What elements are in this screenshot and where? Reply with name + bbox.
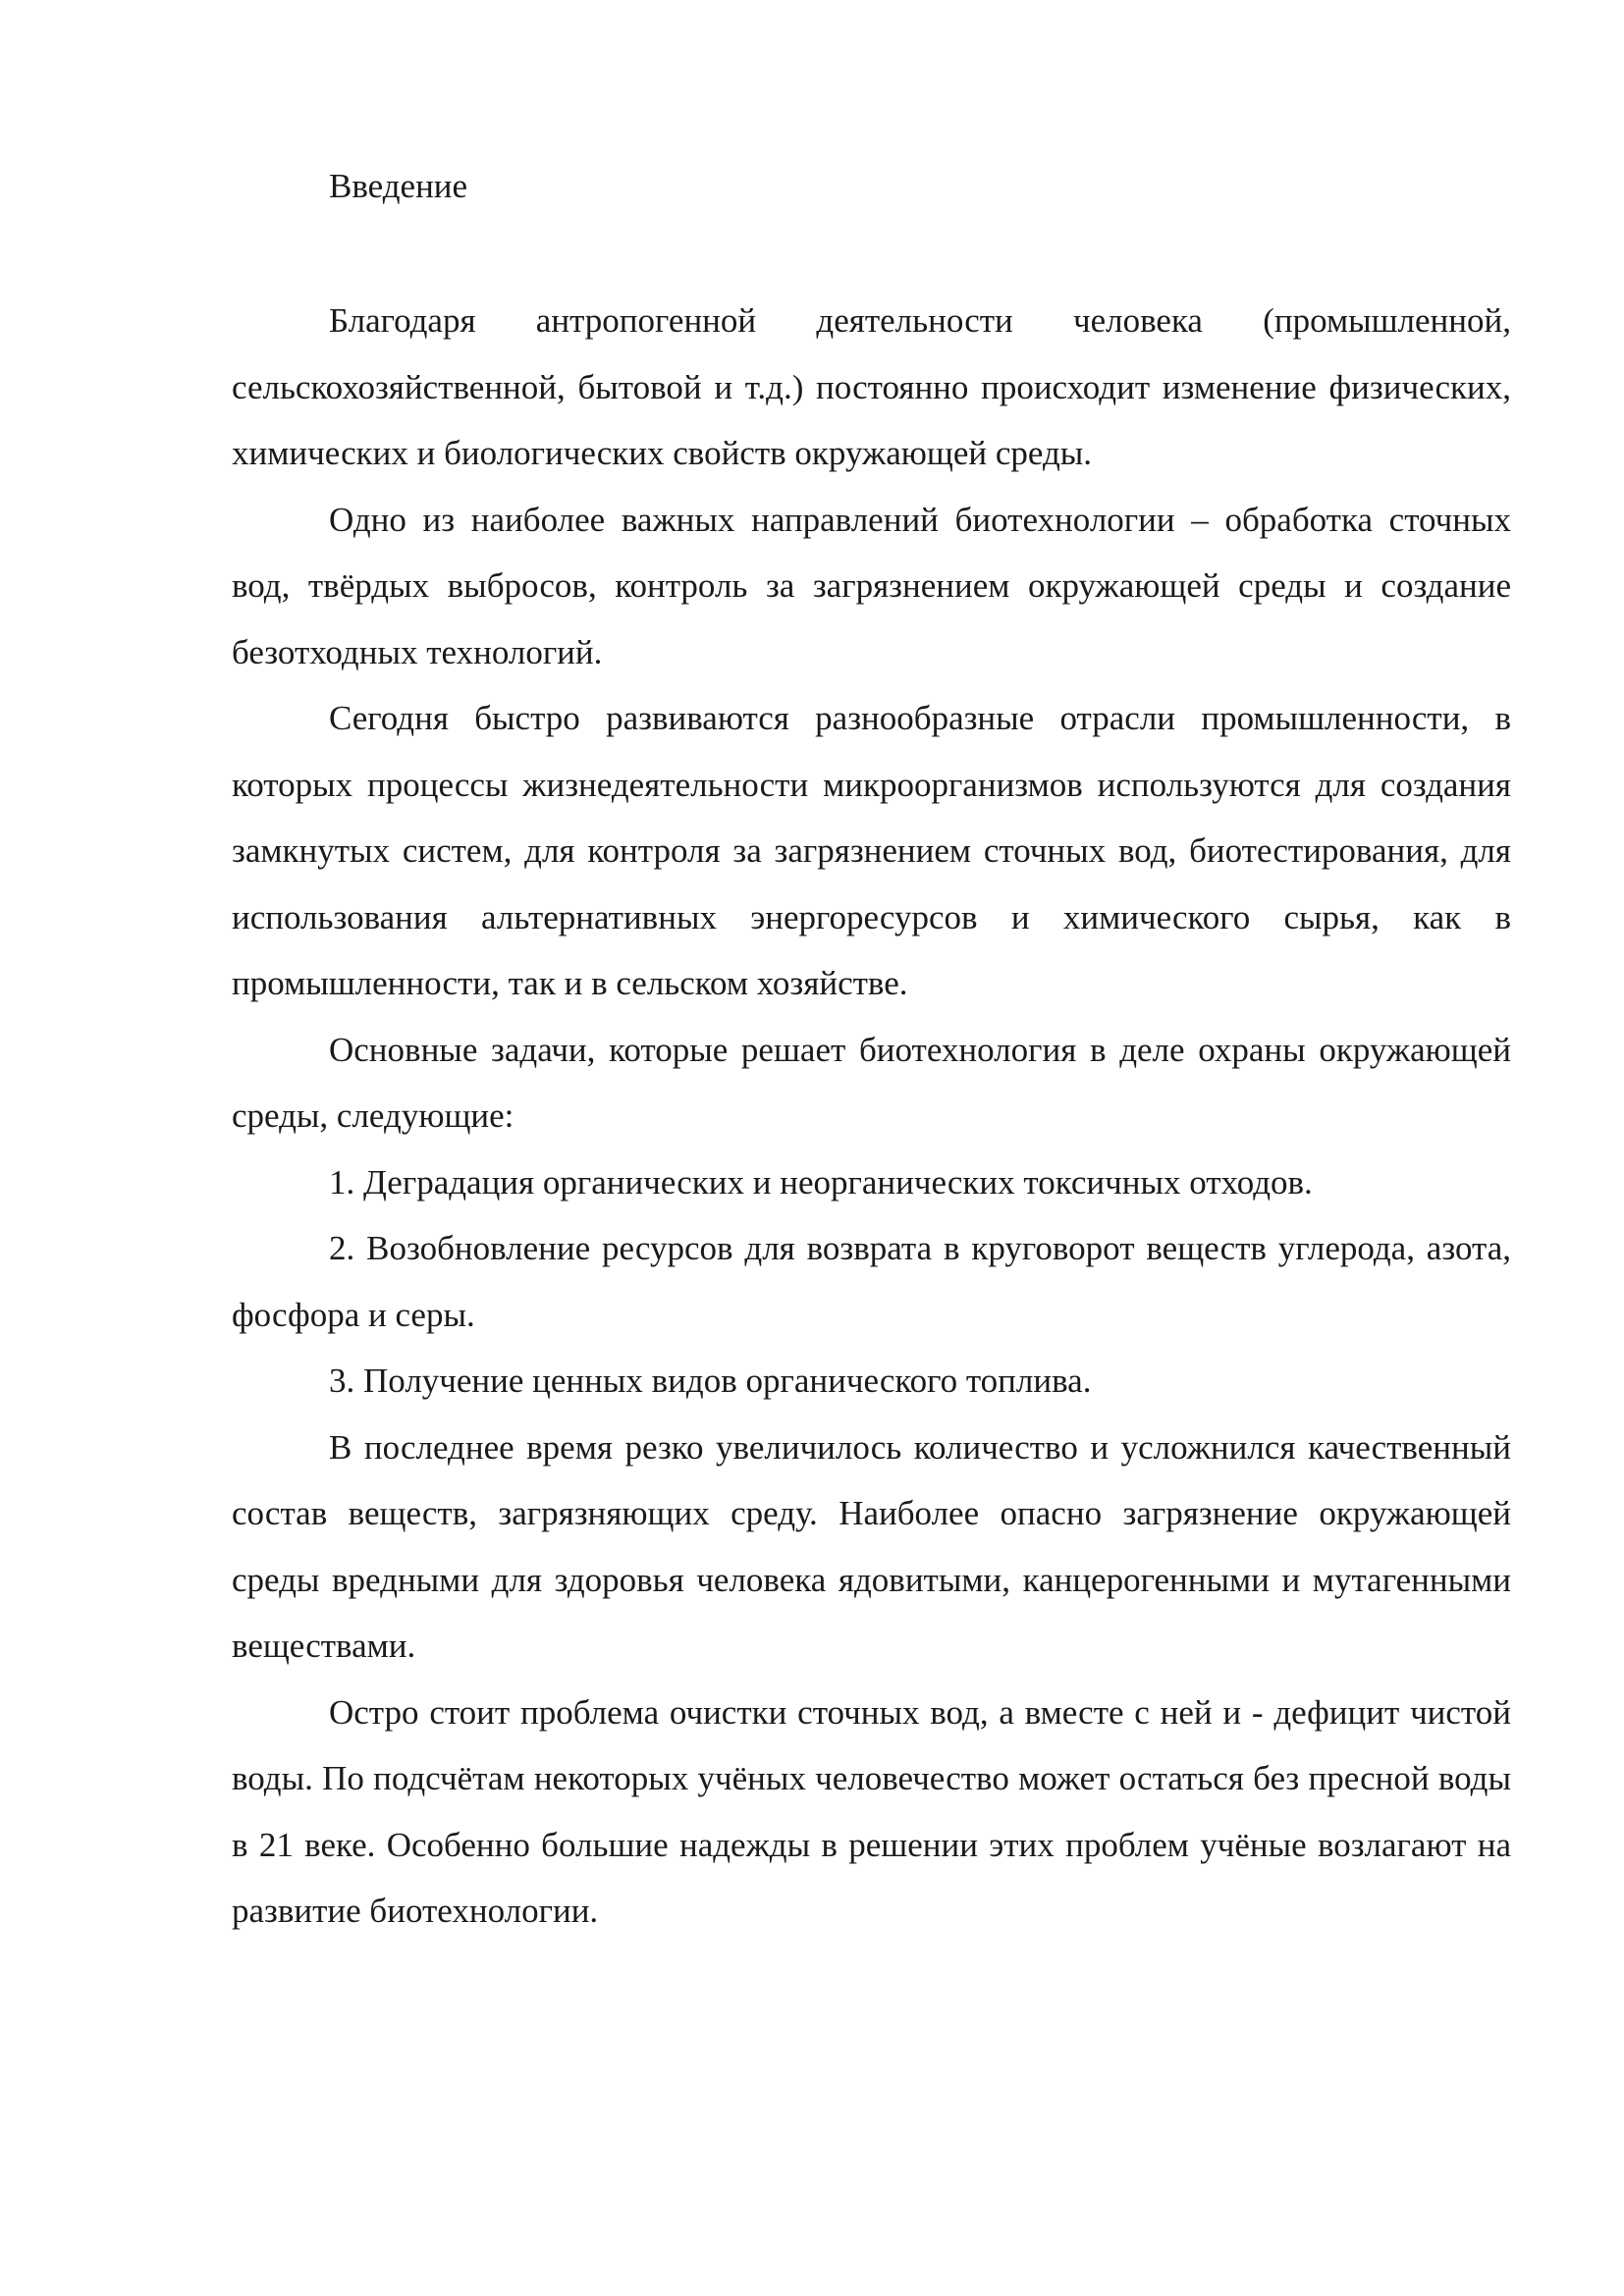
- paragraph-pollution-growth: В последнее время резко увеличилось количество и усложнился качественный состав веществ, загрязняющих среду. Наиболее опасно загрязнение окружающей среды вредными для здоровья человека ядовитыми, канцерогенными и мутагенными веществами.: [232, 1427, 1511, 1665]
- paragraph-main-tasks-intro: Основные задачи, которые решает биотехнология в деле охраны окружающей среды, следующие:: [232, 1030, 1511, 1135]
- paragraph-biotech-directions: Одно из наиболее важных направлений биотехнологии – обработка сточных вод, твёрдых выбросов, контроль за загрязнением окружающей среды и создание безотходных технологий.: [232, 500, 1511, 671]
- paragraph-anthropogenic-impact: Благодаря антропогенной деятельности человека (промышленной, сельскохозяйственной, бытовой и т.д.) постоянно происходит изменение физических, химических и биологических свойств окружающей среды.: [232, 301, 1511, 472]
- document-title: Введение: [329, 167, 468, 205]
- list-item-task-1: 1. Деградация органических и неорганических токсичных отходов.: [329, 1162, 1313, 1201]
- list-item-task-3: 3. Получение ценных видов органического топлива.: [329, 1362, 1092, 1400]
- list-item-task-2: 2. Возобновление ресурсов для возврата в круговорот веществ углерода, азота, фосфора и серы.: [232, 1229, 1511, 1334]
- paragraph-industry-development: Сегодня быстро развиваются разнообразные отрасли промышленности, в которых процессы жизнедеятельности микроорганизмов используются для создания замкнутых систем, для контроля за загрязнением сточных вод, биотестирования, для использования альтернативных энергоресурсов и химического сырья, как в промышленности, так и в сельском хозяйстве.: [232, 699, 1511, 1002]
- document-body: [232, 288, 1511, 1945]
- paragraph-water-problem: Остро стоит проблема очистки сточных вод, а вместе с ней и - дефицит чистой воды. По подсчётам некоторых учёных человечество может остаться без пресной воды в 21 веке. Особенно большие надежды в решении этих проблем учёные возлагают на развитие биотехнологии.: [232, 1692, 1511, 1930]
